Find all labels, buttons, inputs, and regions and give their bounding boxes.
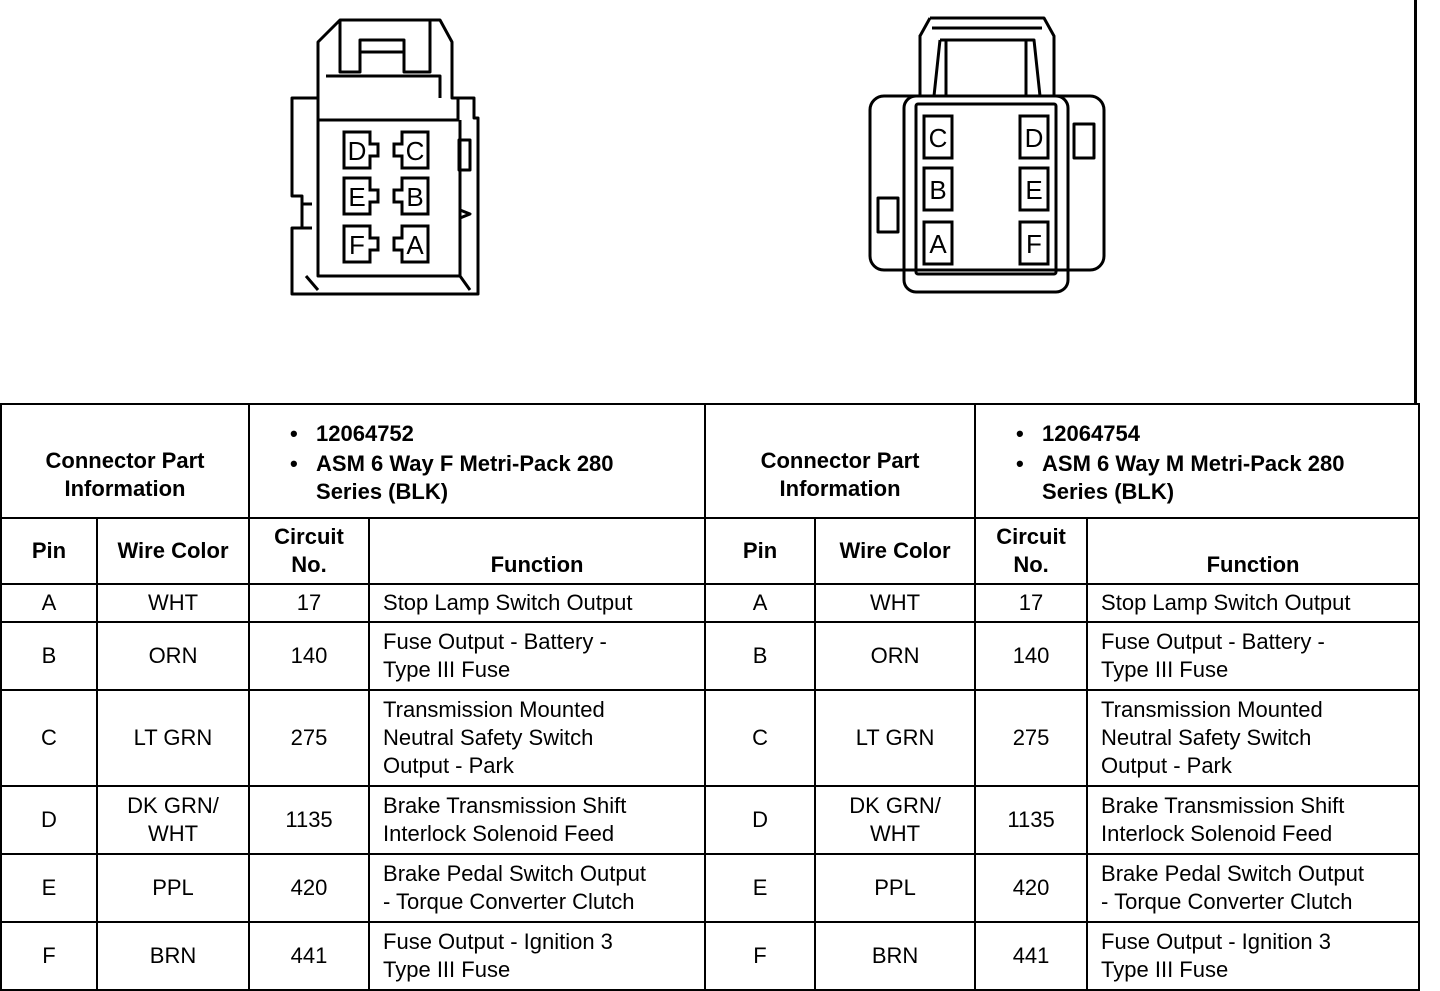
pin-cell-right: C (705, 690, 815, 786)
wire-color-cell-right: BRN (815, 922, 975, 990)
function-header-left: Function (369, 518, 705, 584)
pin-cell-left: B (1, 622, 97, 690)
circuit-cell-left: 420 (249, 854, 369, 922)
part-desc-left-2: Series (BLK) (316, 478, 449, 504)
circuit-cell-right: 275 (975, 690, 1087, 786)
part-info-right: • 12064754 • ASM 6 Way M Metri-Pack 280 Series (BLK) (975, 404, 1419, 518)
circuit-cell-left: 17 (249, 584, 369, 622)
wire-color-cell-left: PPL (97, 854, 249, 922)
circuit-cell-right: 420 (975, 854, 1087, 922)
function-cell-left: Stop Lamp Switch Output (369, 584, 705, 622)
circuit-cell-left: 441 (249, 922, 369, 990)
part-number-left: 12064752 (316, 420, 414, 446)
table-row (1, 854, 1419, 922)
function-cell-right: Brake Transmission Shift Interlock Solenoid Feed (1087, 786, 1419, 854)
pin-cell-right: A (705, 584, 815, 622)
wire-color-cell-left: DK GRN/ WHT (97, 786, 249, 854)
wire-color-cell-right: LT GRN (815, 690, 975, 786)
function-cell-left: Brake Pedal Switch Output - Torque Converter Clutch (369, 854, 705, 922)
function-cell-right: Stop Lamp Switch Output (1087, 584, 1419, 622)
pin-cell-left: C (1, 690, 97, 786)
column-header-row (1, 518, 1419, 584)
circuit-cell-right: 1135 (975, 786, 1087, 854)
pin-label-C: C (405, 136, 425, 166)
part-number-right: 12064754 (1042, 420, 1140, 446)
pin-label-E-right: E (1025, 175, 1043, 205)
function-cell-right: Fuse Output - Ignition 3 Type III Fuse (1087, 922, 1419, 990)
circuit-cell-left: 1135 (249, 786, 369, 854)
wire-color-cell-right: ORN (815, 622, 975, 690)
wire-color-header-right: Wire Color (815, 518, 975, 584)
pin-cell-left: E (1, 854, 97, 922)
function-header-right: Function (1087, 518, 1419, 584)
function-cell-right: Fuse Output - Battery - Type III Fuse (1087, 622, 1419, 690)
circuit-header-left: Circuit No. (249, 518, 369, 584)
circuit-cell-left: 140 (249, 622, 369, 690)
pin-header-right: Pin (705, 518, 815, 584)
table-row (1, 786, 1419, 854)
pin-label-E: E (348, 182, 366, 212)
pin-cell-left: D (1, 786, 97, 854)
circuit-cell-left: 275 (249, 690, 369, 786)
pin-label-A: A (406, 230, 424, 260)
wire-color-cell-right: PPL (815, 854, 975, 922)
wire-color-cell-left: LT GRN (97, 690, 249, 786)
pin-label-D: D (347, 136, 367, 166)
pinout-rows (1, 584, 1419, 990)
pin-label-F-right: F (1026, 229, 1042, 259)
female-connector-drawing (0, 0, 1440, 404)
function-cell-left: Fuse Output - Battery - Type III Fuse (369, 622, 705, 690)
pin-label-A-right: A (929, 229, 947, 259)
circuit-header-right: Circuit No. (975, 518, 1087, 584)
pin-label-F: F (349, 230, 365, 260)
pin-label-B: B (406, 182, 424, 212)
wire-color-cell-right: WHT (815, 584, 975, 622)
part-info-left: • 12064752 • ASM 6 Way F Metri-Pack 280 Series (BLK) (249, 404, 705, 518)
part-desc-left-1: ASM 6 Way F Metri-Pack 280 (316, 450, 614, 476)
connector-part-info-label-left: Connector Part Information (1, 404, 249, 518)
function-cell-left: Brake Transmission Shift Interlock Solenoid Feed (369, 786, 705, 854)
table-row (1, 922, 1419, 990)
function-cell-left: Transmission Mounted Neutral Safety Switch Output - Park (369, 690, 705, 786)
table-row (1, 584, 1419, 622)
right-border-rule (1414, 0, 1417, 404)
connector-part-info-label-right: Connector Part Information (705, 404, 975, 518)
part-desc-right-2: Series (BLK) (1042, 478, 1175, 504)
pin-cell-right: E (705, 854, 815, 922)
function-cell-left: Fuse Output - Ignition 3 Type III Fuse (369, 922, 705, 990)
pin-header-left: Pin (1, 518, 97, 584)
pin-cell-right: F (705, 922, 815, 990)
wire-color-cell-left: BRN (97, 922, 249, 990)
part-desc-right-1: ASM 6 Way M Metri-Pack 280 (1042, 450, 1345, 476)
pin-cell-left: A (1, 584, 97, 622)
pin-label-D-right: D (1024, 123, 1044, 153)
pin-cell-right: D (705, 786, 815, 854)
wire-color-cell-right: DK GRN/ WHT (815, 786, 975, 854)
function-cell-right: Transmission Mounted Neutral Safety Switch Output - Park (1087, 690, 1419, 786)
pin-label-B-right: B (929, 175, 947, 205)
table-row (1, 690, 1419, 786)
wire-color-header-left: Wire Color (97, 518, 249, 584)
circuit-cell-right: 140 (975, 622, 1087, 690)
wire-color-cell-left: WHT (97, 584, 249, 622)
connector-diagrams (0, 0, 1440, 404)
circuit-cell-right: 17 (975, 584, 1087, 622)
pin-label-C-right: C (928, 123, 948, 153)
circuit-cell-right: 441 (975, 922, 1087, 990)
table-row (1, 622, 1419, 690)
wire-color-cell-left: ORN (97, 622, 249, 690)
part-info-row (1, 404, 1419, 518)
connector-pinout-table (0, 403, 1420, 991)
function-cell-right: Brake Pedal Switch Output - Torque Converter Clutch (1087, 854, 1419, 922)
pin-cell-left: F (1, 922, 97, 990)
pin-cell-right: B (705, 622, 815, 690)
